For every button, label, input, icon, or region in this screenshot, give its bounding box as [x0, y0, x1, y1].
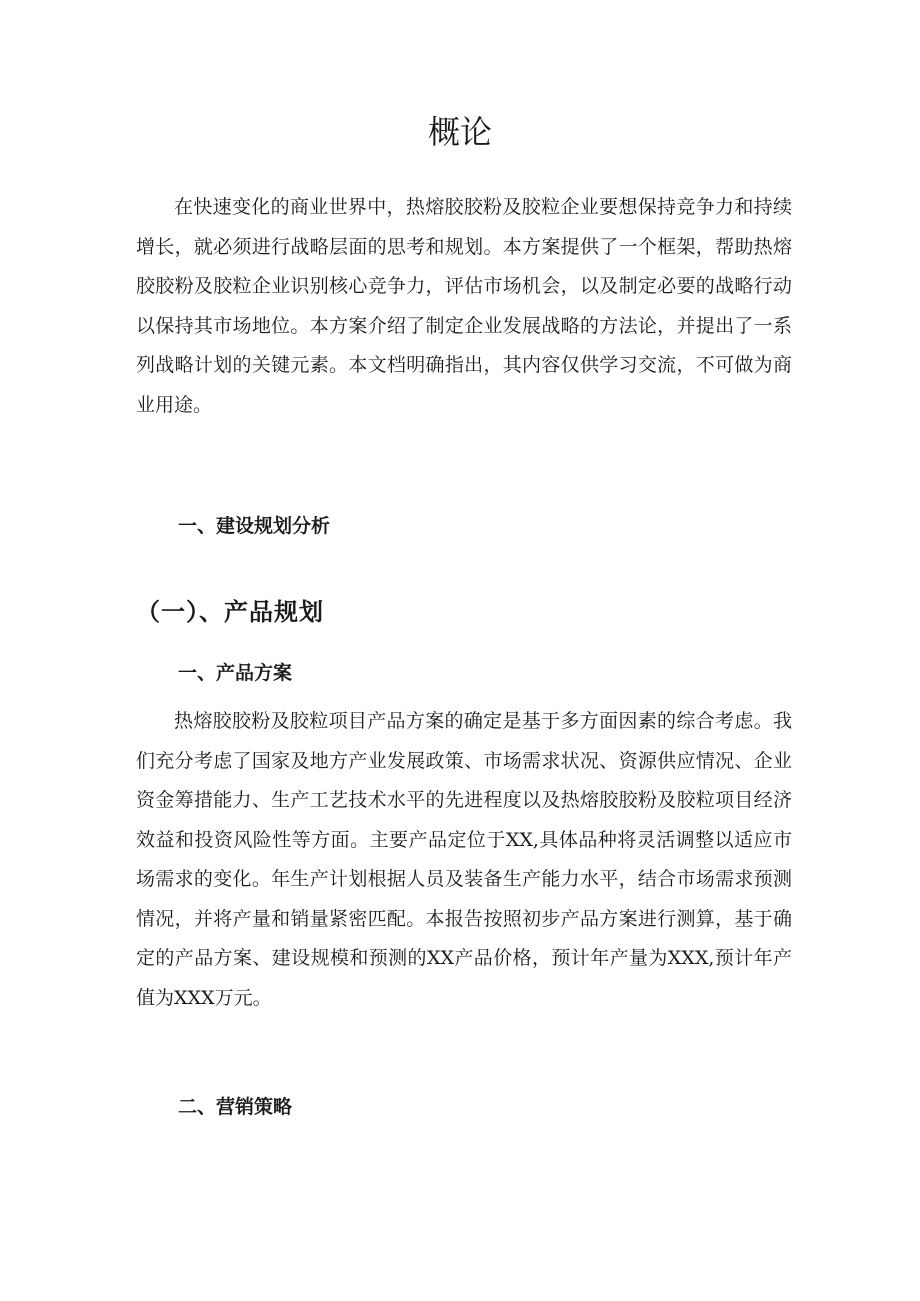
intro-paragraph: 在快速变化的商业世界中，热熔胶胶粉及胶粒企业要想保持竞争力和持续增长，就必须进行战略层面的思考和规划。本方案提供了一个框架，帮助热熔胶胶粉及胶粒企业识别核心竞争力，评估市场机会，以及制定必要的战略行动以保持其市场地位。本方案介绍了制定企业发展战略的方法论，并提出了一系列战略计划的关键元素。本文档明确指出，其内容仅供学习交流，不可做为商业用途。: [136, 196, 792, 416]
subsection-heading-product-planning: （一）、产品规划: [136, 597, 324, 626]
item-heading-marketing-strategy: 二、营销策略: [178, 1096, 293, 1118]
item-heading-product-scheme: 一、产品方案: [178, 662, 293, 684]
product-scheme-paragraph: 热熔胶胶粉及胶粒项目产品方案的确定是基于多方面因素的综合考虑。我们充分考虑了国家及地方产业发展政策、市场需求状况、资源供应情况、企业资金筹措能力、生产工艺技术水平的先进程度以及热熔胶胶粉及胶粒项目经济效益和投资风险性等方面。主要产品定位于XX,具体品种将灵活调整以适应市场需求的变化。年生产计划根据人员及装备生产能力水平，结合市场需求预测情况，并将产量和销量紧密匹配。本报告按照初步产品方案进行测算，基于确定的产品方案、建设规模和预测的XX产品价格，预计年产量为XXX,预计年产值为XXX万元。: [136, 710, 792, 1009]
page-title: 概论: [427, 113, 492, 151]
section-heading-construction-planning: 一、建设规划分析: [178, 515, 331, 537]
